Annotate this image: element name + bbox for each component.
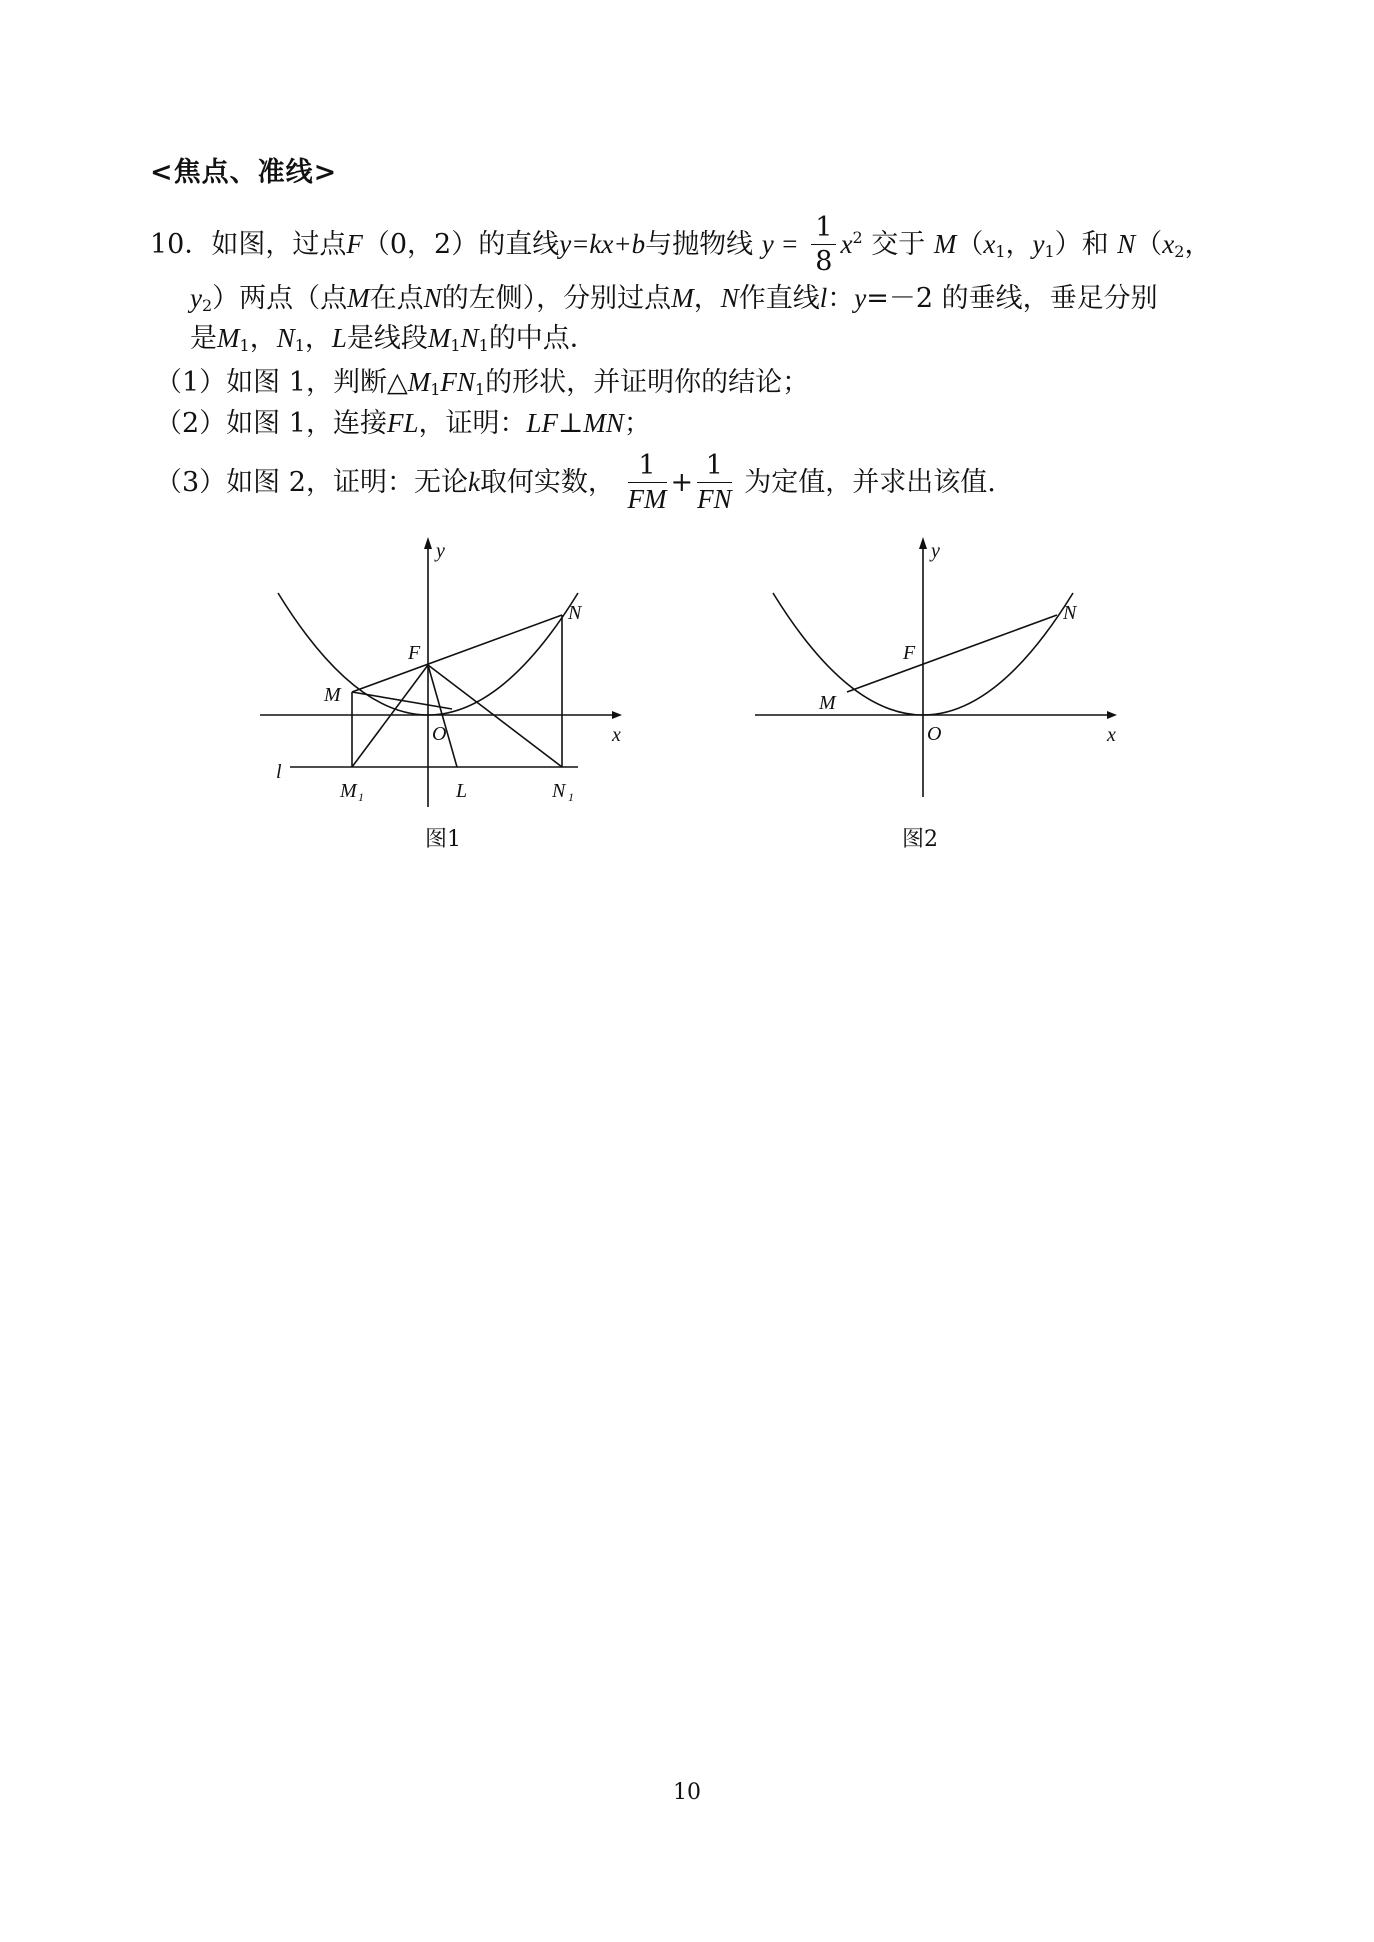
label-m: M — [819, 692, 836, 714]
label-x: x — [612, 724, 621, 746]
label-n1: N — [552, 780, 566, 802]
label-y: y — [436, 540, 445, 562]
y-axis-arrow — [919, 537, 927, 549]
figure-1 — [260, 535, 630, 815]
figure-2 — [755, 535, 1125, 805]
segment-f-l — [428, 665, 457, 767]
label-l: l — [276, 761, 282, 783]
y-axis-arrow — [424, 537, 432, 549]
label-f: F — [408, 642, 421, 664]
line-equation: y=kx+b — [559, 229, 646, 260]
problem-line-1: 10．如图，过点F（0，2）的直线y=kx+b与抛物线 y = $\frac{1}{8}$ $x^2$ 交于 $M(x_1$，$y_1$）和 $N(x_2$， — [150, 212, 1212, 278]
label-o: O — [432, 723, 447, 745]
question-2: （2）如图 1，连接FL，证明：LF⊥MN； — [155, 408, 651, 439]
segment-f-n1 — [428, 665, 562, 767]
label-x: x — [1107, 724, 1116, 746]
fraction-fm: $\frac{1}{FM}$ — [627, 450, 667, 515]
figure-2-caption: 图2 — [902, 827, 938, 852]
segment-mn — [847, 615, 1057, 692]
segment-f-m1 — [352, 665, 428, 767]
problem-number: 10． — [150, 229, 212, 261]
label-n1-sub: 1 — [568, 790, 574, 804]
label-m: M — [324, 684, 341, 706]
problem-line-2: $y_2$）两点（点M在点N的左侧），分别过点M，N作直线l：y=－2 的垂线，垂足分别 — [190, 283, 1158, 315]
x-axis-arrow — [1107, 711, 1117, 719]
label-n: N — [568, 602, 582, 624]
label-n: N — [1063, 602, 1077, 624]
question-1: （1）如图 1，判断$\triangle M_1FN_1$的形状，并证明你的结论； — [155, 367, 810, 399]
page-number: 10 — [673, 1780, 701, 1805]
label-m1: M — [340, 780, 357, 802]
segment-mn — [352, 615, 562, 692]
fraction-fn: $\frac{1}{FN}$ — [697, 450, 732, 515]
problem-line-3: 是$M_1$，$N_1$，L是线段$M_1N_1$的中点． — [190, 323, 597, 355]
label-o: O — [927, 723, 942, 745]
label-y: y — [931, 540, 940, 562]
parabola-coefficient: $\frac{1}{8}$ — [811, 212, 836, 279]
figure-1-caption: 图1 — [425, 827, 461, 852]
label-m1-sub: 1 — [358, 790, 364, 804]
section-title: <焦点、准线> — [150, 157, 338, 188]
label-point-l: L — [456, 780, 468, 802]
parabola-lhs: y = — [761, 229, 799, 260]
x-axis-arrow — [612, 711, 622, 719]
question-3: （3）如图 2，证明：无论k取何实数， $\frac{1}{FM}$ + $\frac{1}{FN}$ 为定值，并求出该值. — [155, 450, 996, 517]
label-f: F — [903, 642, 916, 664]
